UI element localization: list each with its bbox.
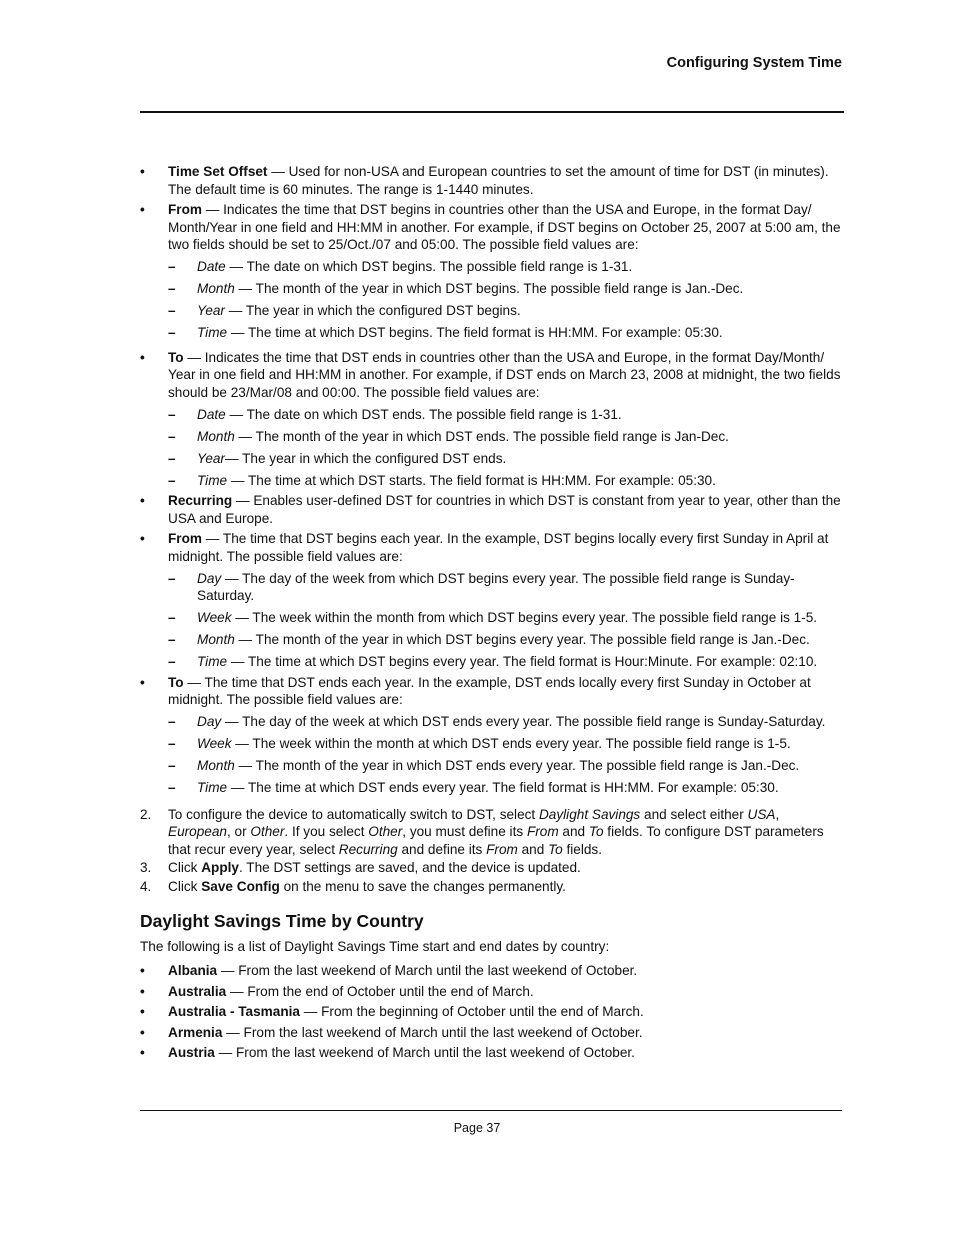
bullet-icon: • — [140, 202, 145, 217]
sub-item-term: Month — [197, 632, 235, 647]
bullet-icon: • — [140, 983, 145, 999]
item-text: — Indicates the time that DST begins in countries other than the USA and Europe, in the format Day/ Month/Year in one field and HH:MM in another. For example, if DST begins on October 25, 2007 at 5:00 am, the two fields should be set to 25/Oct./07 and 05:00. The possible field values are: — [168, 202, 841, 252]
page-number: Page 37 — [453, 1121, 501, 1135]
sub-item-text: — The month of the year in which DST ends every year. The possible field range is Jan.-Dec. — [234, 758, 800, 773]
dash-icon: – — [168, 281, 176, 296]
step-text: , — [775, 806, 780, 822]
item-text: — Used for non-USA and European countries to set the amount of time for DST (in minutes). The default time is 60 minutes. The range is 1-1440 minutes. — [168, 164, 829, 197]
bullet-icon: • — [140, 963, 145, 978]
sub-item-term: Week — [197, 610, 232, 625]
step-text: To configure the device to automatically switch to DST, select — [168, 806, 539, 822]
sub-item-text: — The time at which DST begins. The field format is HH:MM. For example: 05:30. — [227, 325, 723, 340]
option-european: European — [168, 824, 227, 839]
country-text: — From the last weekend of March until the last weekend of October. — [217, 963, 638, 978]
sub-item-text: — The day of the week at which DST ends every year. The possible field range is Sunday-Saturday. — [221, 714, 826, 729]
sub-item-term: Time — [197, 654, 228, 669]
field-from: From — [486, 841, 518, 857]
save-config-label: Save Config — [201, 878, 280, 894]
section-intro: The following is a list of Daylight Savings Time start and end dates by country: — [140, 938, 610, 954]
step-text: , or — [226, 824, 251, 839]
sub-item-text: — The time at which DST begins every year. The field format is Hour:Minute. For example: 02:10. — [227, 654, 818, 669]
sub-item-term: Day — [197, 714, 222, 729]
step-text: and define its — [397, 841, 487, 857]
step-text: . If you select — [284, 824, 369, 839]
item-term: Time Set Offset — [168, 164, 268, 179]
sub-item-term: Time — [197, 780, 228, 795]
list-item — [140, 674, 844, 709]
sub-item-term: Month — [197, 758, 235, 773]
bullet-icon: • — [140, 1045, 145, 1060]
item-term: From — [168, 531, 202, 546]
country-text: — From the beginning of October until the end of March. — [299, 1004, 644, 1019]
step-text: and — [558, 824, 589, 839]
sub-list-item — [140, 428, 844, 446]
sub-list-item — [140, 280, 844, 298]
sub-item-text: — The date on which DST begins. The possible field range is 1-31. — [225, 259, 633, 274]
step-4 — [140, 878, 844, 896]
item-term: Recurring — [168, 493, 233, 508]
sub-list-item — [140, 779, 844, 797]
sub-item-term: Year — [197, 450, 225, 466]
header-rule — [140, 111, 844, 113]
step-number: 2. — [140, 806, 152, 822]
sub-list-item — [140, 324, 844, 342]
step-number: 4. — [140, 878, 152, 894]
country-item-austria — [140, 1044, 844, 1062]
item-text: — The time that DST ends each year. In the example, DST ends locally every first Sunday in October at midnight. The possible field values are: — [168, 674, 811, 707]
sub-item-text: — The year in which the configured DST begins. — [224, 303, 521, 318]
dash-icon: – — [168, 325, 176, 340]
field-from: From — [526, 824, 559, 839]
step-text: and — [517, 841, 549, 857]
dash-icon: – — [168, 610, 176, 625]
option-recurring: Recurring — [338, 841, 398, 857]
sub-list-item — [140, 735, 844, 753]
sub-item-text: — The time at which DST starts. The field format is HH:MM. For example: 05:30. — [227, 472, 716, 488]
sub-item-term: Day — [197, 570, 222, 586]
dash-icon: – — [168, 450, 176, 466]
item-term: To — [168, 674, 184, 690]
sub-item-term: Date — [197, 259, 226, 274]
sub-list-item — [140, 406, 844, 424]
sub-list-item — [140, 258, 844, 276]
list-item — [140, 163, 844, 198]
sub-list-item — [140, 609, 844, 627]
list-item — [140, 201, 844, 254]
sub-item-term: Month — [197, 281, 235, 296]
sub-item-term: Year — [197, 303, 225, 318]
step-text: , you must define its — [402, 824, 527, 839]
sub-item-term: Date — [197, 406, 226, 422]
bullet-icon: • — [140, 164, 145, 179]
sub-item-term: Time — [197, 472, 228, 488]
sub-item-term: Month — [197, 428, 235, 444]
step-text: and select either — [640, 806, 748, 822]
option-daylight-savings: Daylight Savings — [538, 806, 641, 822]
sub-list-item — [140, 713, 844, 731]
step-2 — [140, 806, 844, 859]
item-text: — The time that DST begins each year. In the example, DST begins locally every first Sunday in April at midnight. The possible field values are: — [168, 531, 829, 564]
sub-item-text: — The date on which DST ends. The possible field range is 1-31. — [225, 406, 622, 422]
sub-list-item — [140, 570, 844, 605]
field-to: To — [548, 841, 563, 857]
footer-rule — [140, 1110, 842, 1111]
sub-list-item — [140, 302, 844, 320]
step-text: Click — [168, 878, 202, 894]
sub-list-item — [140, 472, 844, 490]
section-heading: Daylight Savings Time by Country — [140, 911, 424, 931]
country-item-armenia — [140, 1024, 844, 1042]
country-name: Australia - Tasmania — [168, 1004, 300, 1019]
step-text: Click — [168, 860, 202, 875]
dash-icon: – — [168, 654, 176, 669]
page-content — [140, 163, 844, 1062]
item-term: To — [168, 349, 184, 365]
page-header-title: Configuring System Time — [666, 55, 842, 71]
dash-icon: – — [168, 632, 176, 647]
dash-icon: – — [168, 428, 176, 444]
option-other: Other — [368, 824, 403, 839]
sub-item-term: Week — [197, 736, 232, 751]
country-item-australia-tasmania — [140, 1003, 844, 1021]
country-item-australia — [140, 983, 844, 1001]
sub-item-text: — The month of the year in which DST begins. The possible field range is Jan.-Dec. — [234, 281, 744, 296]
dash-icon: – — [168, 736, 176, 751]
dash-icon: – — [168, 780, 176, 795]
country-name: Armenia — [168, 1024, 223, 1040]
dash-icon: – — [168, 758, 176, 773]
dash-icon: – — [168, 406, 176, 422]
bullet-icon: • — [140, 531, 145, 546]
bullet-icon: • — [140, 349, 145, 365]
dash-icon: – — [168, 259, 176, 274]
sub-list-item — [140, 450, 844, 468]
step-number: 3. — [140, 860, 152, 875]
list-item — [140, 349, 844, 402]
sub-item-text: — The month of the year in which DST begins every year. The possible field range is Jan.-Dec. — [234, 632, 810, 647]
option-usa: USA — [747, 806, 776, 822]
sub-item-term: Time — [197, 325, 228, 340]
country-name: Austria — [168, 1045, 215, 1060]
bullet-icon: • — [140, 1024, 145, 1040]
item-term: From — [168, 202, 202, 217]
sub-list-item — [140, 653, 844, 671]
country-text: — From the last weekend of March until the last weekend of October. — [222, 1024, 643, 1040]
dash-icon: – — [168, 570, 176, 586]
option-other: Other — [250, 824, 285, 839]
sub-list-item — [140, 757, 844, 775]
bullet-icon: • — [140, 674, 145, 690]
sub-item-text: — The day of the week from which DST begins every year. The possible field range is Sunday-Saturday. — [197, 570, 795, 603]
apply-label: Apply — [201, 860, 239, 875]
country-text: — From the last weekend of March until the last weekend of October. — [214, 1045, 635, 1060]
item-text: — Indicates the time that DST ends in countries other than the USA and Europe, in the format Day/Month/ Year in one field and HH:MM in another. For example, if DST ends on March 23, 2008 at midnight, the two fields should be 23/Mar/08 and 00:00. The possible field values are: — [168, 349, 841, 400]
sub-item-text: — The time at which DST ends every year. The field format is HH:MM. For example: 05:30. — [227, 780, 779, 795]
country-name: Australia — [168, 983, 227, 999]
sub-item-text: — The week within the month at which DST ends every year. The possible field range is 1-5. — [231, 736, 791, 751]
dash-icon: – — [168, 714, 176, 729]
item-text: — Enables user-defined DST for countries in which DST is constant from year to year, other than the USA and Europe. — [168, 493, 841, 526]
country-text: — From the end of October until the end of March. — [226, 983, 534, 999]
field-to: To — [588, 824, 604, 839]
step-3 — [140, 859, 844, 877]
bullet-icon: • — [140, 1004, 145, 1019]
dash-icon: – — [168, 472, 176, 488]
step-text: on the menu to save the changes permanently. — [279, 878, 566, 894]
country-name: Albania — [168, 963, 218, 978]
sub-list-item — [140, 631, 844, 649]
bullet-icon: • — [140, 493, 145, 508]
list-item — [140, 530, 844, 565]
sub-item-text: — The year in which the configured DST ends. — [224, 450, 507, 466]
dash-icon: – — [168, 303, 176, 318]
step-text: fields. To configure DST parameters that recur every year, select — [168, 824, 824, 857]
step-text: . The DST settings are saved, and the device is updated. — [239, 860, 581, 875]
country-item-albania — [140, 962, 844, 980]
step-text: fields. — [562, 841, 602, 857]
list-item — [140, 492, 844, 527]
sub-item-text: — The week within the month from which DST begins every year. The possible field range is 1-5. — [231, 610, 818, 625]
sub-item-text: — The month of the year in which DST ends. The possible field range is Jan-Dec. — [234, 428, 729, 444]
